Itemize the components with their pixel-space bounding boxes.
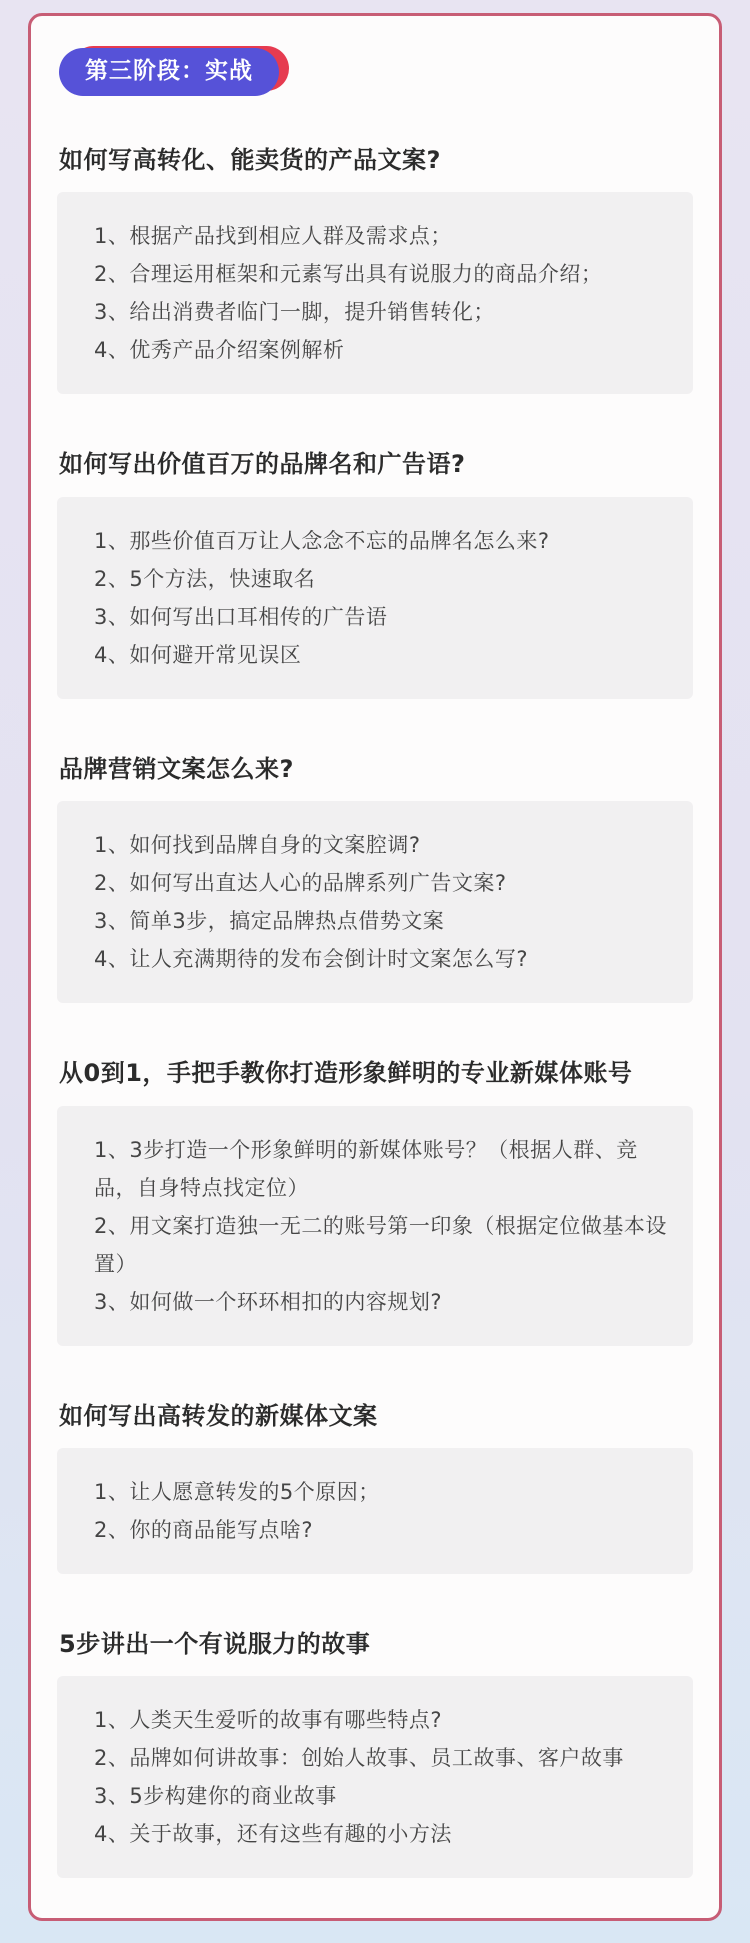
list-item: 3、给出消费者临门一脚，提升销售转化； (94, 300, 495, 325)
section-brand-marketing-copy (57, 753, 693, 1003)
section-heading: 5步讲出一个有说服力的故事 (59, 1629, 371, 1658)
topic-box (57, 801, 693, 1003)
list-item: 1、人类天生爱听的故事有哪些特点? (94, 1708, 443, 1733)
section-high-share-copy (57, 1400, 693, 1574)
list-item: 1、3步打造一个形象鲜明的新媒体账号？（根据人群、竞品，自身特点找定位） (94, 1137, 638, 1200)
list-item: 2、合理运用框架和元素写出具有说服力的商品介绍； (94, 262, 603, 287)
list-item: 2、如何写出直达人心的品牌系列广告文案? (94, 871, 507, 896)
list-item: 2、用文案打造独一无二的账号第一印象（根据定位做基本设置） (94, 1213, 667, 1276)
list-item: 2、品牌如何讲故事：创始人故事、员工故事、客户故事 (94, 1746, 624, 1771)
list-item: 2、5个方法，快速取名 (94, 566, 316, 591)
topic-box (57, 1448, 693, 1574)
badge-label: 第三阶段：实战 (59, 48, 279, 96)
section-heading: 如何写高转化、能卖货的产品文案? (59, 146, 441, 174)
section-heading: 从0到1，手把手教你打造形象鲜明的专业新媒体账号 (59, 1059, 633, 1088)
content-card (28, 13, 722, 1921)
list-item: 1、根据产品找到相应人群及需求点； (94, 224, 452, 249)
list-item: 1、让人愿意转发的5个原因； (94, 1479, 380, 1504)
list-item: 1、那些价值百万让人念念不忘的品牌名怎么来? (94, 528, 550, 553)
list-item: 4、让人充满期待的发布会倒计时文案怎么写? (94, 947, 529, 972)
phase-badge (59, 48, 279, 96)
topic-box (57, 497, 693, 699)
list-item: 3、如何写出口耳相传的广告语 (94, 604, 388, 629)
section-product-copy (57, 144, 693, 394)
topic-box (57, 1676, 693, 1878)
list-item: 4、如何避开常见误区 (94, 642, 302, 667)
section-heading: 品牌营销文案怎么来? (59, 754, 294, 783)
list-item: 2、你的商品能写点啥? (94, 1517, 314, 1542)
section-new-media-account (57, 1057, 693, 1345)
section-heading: 如何写出高转发的新媒体文案 (59, 1401, 378, 1430)
list-item: 3、5步构建你的商业故事 (94, 1784, 337, 1809)
list-item: 1、如何找到品牌自身的文案腔调? (94, 833, 421, 858)
topic-box (57, 192, 693, 394)
list-item: 3、简单3步，搞定品牌热点借势文案 (94, 909, 445, 934)
topic-box (57, 1106, 693, 1346)
list-item: 4、优秀产品介绍案例解析 (94, 338, 345, 363)
list-item: 3、如何做一个环环相扣的内容规划? (94, 1289, 443, 1314)
list-item: 4、关于故事，还有这些有趣的小方法 (94, 1822, 452, 1847)
section-heading: 如何写出价值百万的品牌名和广告语? (59, 450, 466, 479)
section-storytelling (57, 1628, 693, 1878)
section-brand-name-slogan (57, 448, 693, 698)
